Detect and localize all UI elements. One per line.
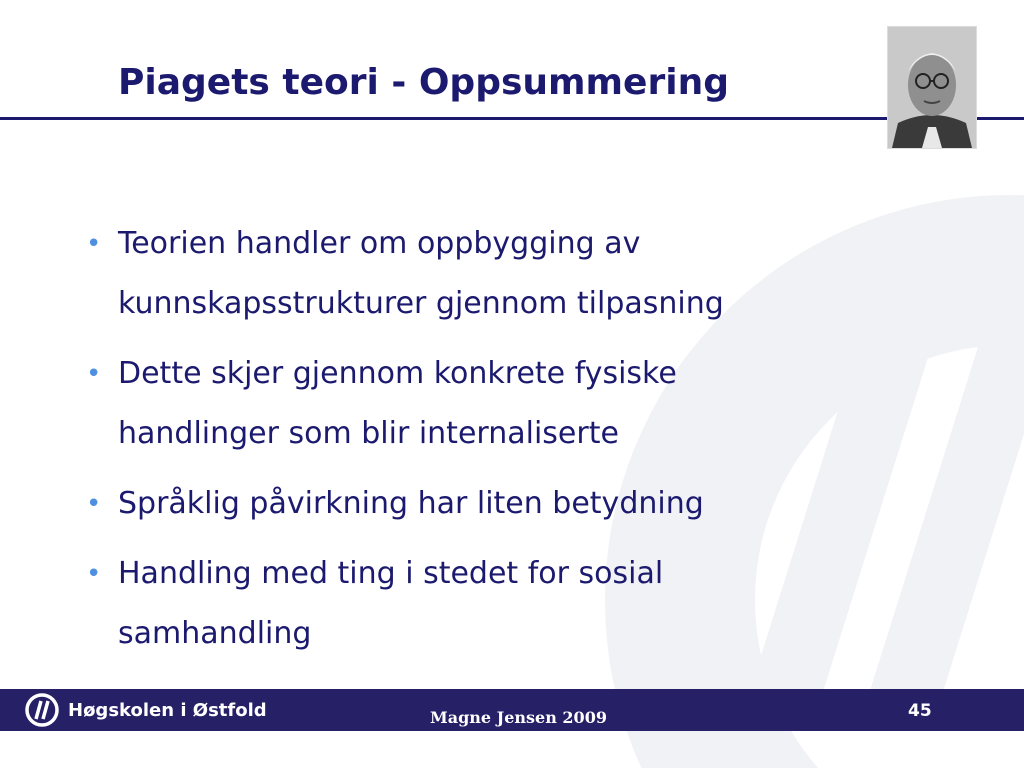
bullet-text: Dette skjer gjennom konkrete fysiske handlinger som blir internaliserte	[118, 356, 677, 451]
bullet-item	[80, 474, 840, 534]
bullet-list	[80, 214, 840, 674]
slide-title: Piagets teori - Oppsummering	[118, 62, 729, 103]
bullet-dot-icon: •	[86, 559, 102, 589]
bullet-item	[80, 214, 840, 334]
bullet-text: Språklig påvirkning har liten betydning	[118, 486, 704, 521]
bullet-item	[80, 544, 840, 664]
hiof-logo-icon	[24, 692, 60, 728]
footer-author: Magne Jensen 2009	[430, 708, 607, 727]
title-divider	[0, 117, 1024, 120]
bullet-dot-icon: •	[86, 489, 102, 519]
bullet-dot-icon: •	[86, 229, 102, 259]
institution-name: Høgskolen i Østfold	[68, 699, 267, 721]
portrait-image-icon	[888, 27, 976, 148]
bullet-text: Handling med ting i stedet for sosial samhandling	[118, 556, 664, 651]
page-number: 45	[908, 701, 932, 721]
bullet-text: Teorien handler om oppbygging av kunnskapsstrukturer gjennom tilpasning	[118, 226, 724, 321]
portrait-photo	[888, 27, 976, 148]
institution-logo	[24, 692, 267, 728]
bullet-dot-icon: •	[86, 359, 102, 389]
bullet-item	[80, 344, 840, 464]
